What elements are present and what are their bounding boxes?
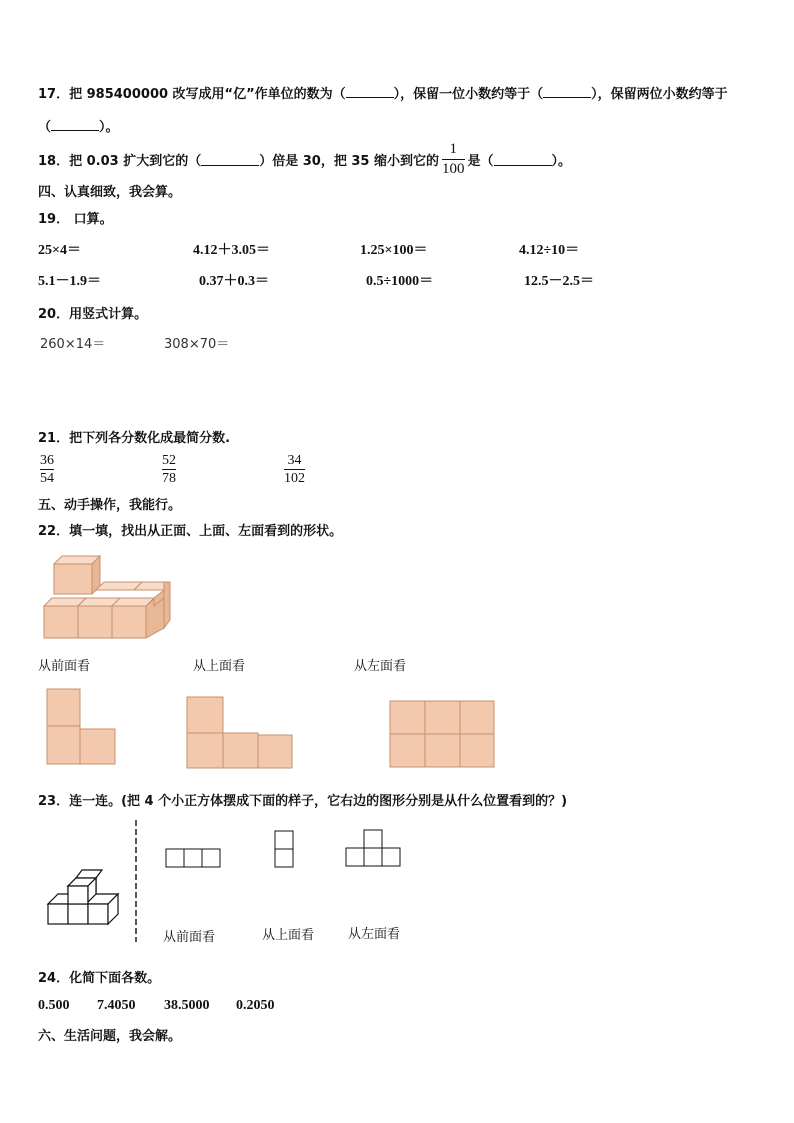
q22-front-view xyxy=(46,688,118,768)
q24-item: 0.500 xyxy=(38,998,70,1013)
q17-blank-1[interactable] xyxy=(346,85,394,98)
frac-numerator: 34 xyxy=(287,453,302,468)
q20-item: 308×70＝ xyxy=(164,337,230,352)
q23-label-top: 从上面看 xyxy=(262,928,315,943)
q18-text-4: ）。 xyxy=(551,153,572,169)
q23-cube-figure xyxy=(44,866,126,928)
q19-title: 19． 口算。 xyxy=(38,212,113,227)
frac-numerator: 52 xyxy=(162,453,176,468)
frac-numerator: 36 xyxy=(40,453,54,468)
q23-view-t-shape xyxy=(345,829,405,869)
q17-text-5: ）。 xyxy=(99,120,119,135)
q18-frac-numerator: 1 xyxy=(449,140,457,157)
q18-blank-1[interactable] xyxy=(201,153,259,166)
section-5-heading: 五、动手操作，我能行。 xyxy=(38,498,182,513)
q17-text-2: ），保留一位小数约等于（ xyxy=(393,87,544,102)
q19-item: 0.5÷1000＝ xyxy=(366,274,434,289)
q17-line1 xyxy=(38,83,728,102)
q17-line2 xyxy=(38,116,119,135)
q18-text-1: 把 0.03 扩大到它的（ xyxy=(69,153,202,169)
q23-title: 23．连一连。(把 4 个小正方体摆成下面的样子，它右边的图形分别是从什么位置看到的？) xyxy=(38,794,568,809)
q23-view-column2 xyxy=(273,830,297,870)
q24-item: 7.4050 xyxy=(97,998,136,1013)
q17-text-1: 把 985400000 改写成用“亿”作单位的数为（ xyxy=(69,87,346,102)
q18-blank-2[interactable] xyxy=(494,153,552,166)
q19-item: 5.1－1.9＝ xyxy=(38,274,101,289)
q18-fraction xyxy=(442,140,465,179)
q23-label-front: 从前面看 xyxy=(163,930,216,945)
q23-dashed-divider xyxy=(132,820,140,942)
section-6-heading: 六、生活问题，我会解。 xyxy=(38,1029,182,1044)
q19-item: 0.37＋0.3＝ xyxy=(199,274,269,289)
q18-frac-denominator: 100 xyxy=(442,160,465,177)
frac-denominator: 102 xyxy=(284,471,305,486)
q17-text-3: ），保留两位小数约等于 xyxy=(591,87,728,102)
q22-label-top: 从上面看 xyxy=(193,659,246,674)
section-4-heading: 四、认真细致，我会算。 xyxy=(38,185,182,200)
q18-line xyxy=(38,139,571,179)
q22-top-view xyxy=(186,696,296,770)
q21-fraction xyxy=(162,452,176,487)
q19-item: 4.12÷10＝ xyxy=(519,243,580,258)
q22-title: 22．填一填，找出从正面、上面、左面看到的形状。 xyxy=(38,524,343,539)
q18-text-3: 是（ xyxy=(467,153,494,169)
q18-number: 18． xyxy=(38,153,70,169)
q17-number: 17． xyxy=(38,87,70,102)
q20-title: 20．用竖式计算。 xyxy=(38,307,148,322)
q22-label-front: 从前面看 xyxy=(38,659,91,674)
q21-fraction xyxy=(284,452,305,487)
q21-title: 21．把下列各分数化成最简分数. xyxy=(38,431,231,446)
q24-title: 24．化简下面各数。 xyxy=(38,971,161,986)
q24-item: 38.5000 xyxy=(164,998,210,1013)
q20-item: 260×14＝ xyxy=(40,337,106,352)
q17-blank-3[interactable] xyxy=(51,118,99,131)
frac-denominator: 78 xyxy=(162,471,176,486)
frac-denominator: 54 xyxy=(40,471,54,486)
q19-item: 1.25×100＝ xyxy=(360,243,428,258)
q23-label-left: 从左面看 xyxy=(348,927,401,942)
q21-fraction xyxy=(40,452,54,487)
q23-view-row3 xyxy=(165,848,223,870)
q24-item: 0.2050 xyxy=(236,998,275,1013)
q19-item: 25×4＝ xyxy=(38,243,81,258)
q22-left-view xyxy=(389,700,497,770)
q17-blank-2[interactable] xyxy=(543,85,591,98)
q17-text-4: （ xyxy=(38,120,52,135)
q19-item: 12.5－2.5＝ xyxy=(524,274,594,289)
q22-cube-figure xyxy=(38,548,178,644)
q22-label-left: 从左面看 xyxy=(354,659,407,674)
q18-text-2: ）倍是 30，把 35 缩小到它的 xyxy=(259,153,439,169)
q19-item: 4.12＋3.05＝ xyxy=(193,243,270,258)
